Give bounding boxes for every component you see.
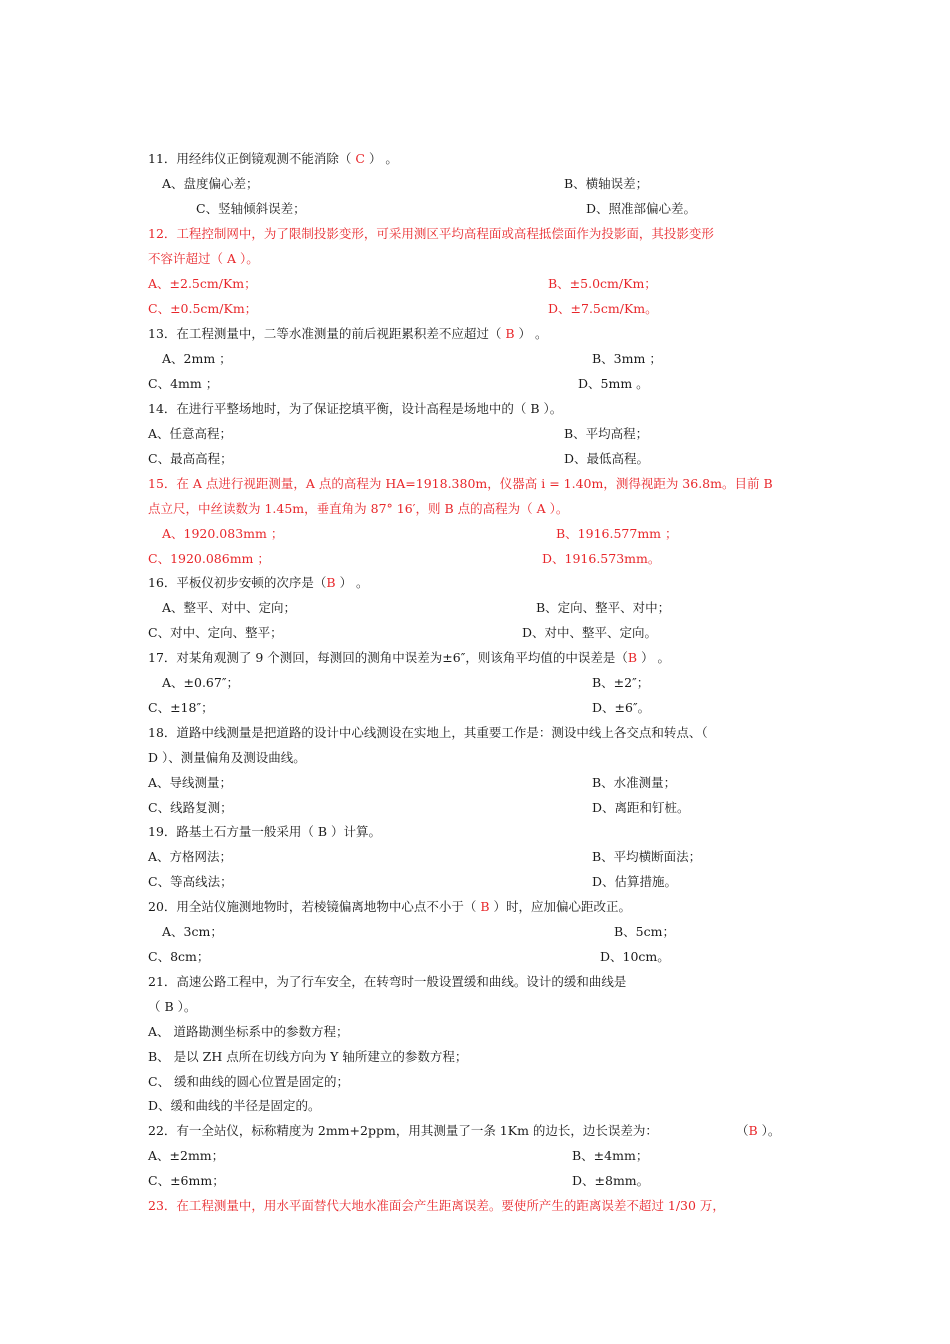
question-16-text-end: ） 。 (335, 575, 369, 590)
question-22-option-c: C、±6mm； (148, 1173, 225, 1188)
question-11-text: 11．用经纬仪正倒镜观测不能消除（ (148, 151, 356, 166)
question-21-option-d: D、缓和曲线的半径是固定的。 (148, 1098, 321, 1113)
question-15-option-a: A、1920.083mm ； (162, 526, 284, 541)
question-18-stem-line-1: 18．道路中线测量是把道路的设计中心线测设在实地上，其重要工作是：测设中线上各交点和转点、（ (148, 725, 708, 740)
question-15-option-c: C、1920.086mm ； (148, 551, 270, 566)
question-19-option-a: A、方格网法； (148, 849, 233, 864)
question-20-text-end: ）时，应加偏心距改正。 (489, 899, 632, 914)
question-17-option-b: B、±2″； (592, 675, 650, 690)
question-16-option-a: A、整平、对中、定向； (162, 600, 297, 615)
question-12-stem-line-1: 12．工程控制网中，为了限制投影变形，可采用测区平均高程面或高程抵偿面作为投影面，其投影变形 (148, 226, 714, 241)
question-22-bracket-close: ）。 (757, 1123, 781, 1138)
question-21-option-c: C、 缓和曲线的圆心位置是固定的； (148, 1074, 350, 1089)
question-14-option-b: B、平均高程； (564, 426, 649, 441)
question-13-option-d: D、5mm 。 (578, 376, 649, 391)
question-21-option-b: B、 是以 ZH 点所在切线方向为 Y 轴所建立的参数方程； (148, 1049, 468, 1064)
question-19-option-b: B、平均横断面法； (592, 849, 702, 864)
question-17-option-c: C、±18″； (148, 700, 214, 715)
question-21-stem-line-1: 21．高速公路工程中，为了行车安全，在转弯时一般设置缓和曲线。设计的缓和曲线是 (148, 974, 627, 989)
question-17-text: 17．对某角观测了 9 个测回，每测回的测角中误差为±6″，则该角平均值的中误差是（ (148, 650, 628, 665)
question-20-option-d: D、10cm。 (600, 949, 670, 964)
question-14-stem: 14．在进行平整场地时，为了保证挖填平衡，设计高程是场地中的（ B ）。 (148, 401, 563, 416)
question-16-text: 16．平板仪初步安顿的次序是（ (148, 575, 327, 590)
question-22-answer: B (748, 1123, 758, 1138)
question-14-option-d: D、最低高程。 (564, 451, 650, 466)
question-16-stem (148, 575, 369, 591)
question-12-option-a: A、±2.5cm/Km； (148, 276, 257, 291)
question-13-option-c: C、4mm ； (148, 376, 219, 391)
question-11-text-end: ） 。 (364, 151, 398, 166)
question-22-bracket-open: （ (736, 1123, 749, 1138)
question-20-option-c: C、8cm； (148, 949, 210, 964)
question-20-stem (148, 899, 631, 915)
question-11-option-c: C、竖轴倾斜误差； (196, 201, 306, 216)
question-18-option-a: A、导线测量； (148, 775, 233, 790)
question-20-answer: B (480, 899, 490, 914)
question-12-stem-line-2: 不容许超过（ A ）。 (148, 251, 259, 266)
question-19-option-d: D、估算措施。 (592, 874, 678, 889)
question-13-answer: B (505, 326, 515, 341)
question-22-option-b: B、±4mm； (572, 1148, 649, 1163)
question-13-option-a: A、2mm ； (162, 351, 232, 366)
question-18-option-b: B、水准测量； (592, 775, 677, 790)
question-23-stem-line-1: 23．在工程测量中，用水平面替代大地水准面会产生距离误差。要使所产生的距离误差不超过 1/30 万， (148, 1198, 725, 1213)
question-12-option-b: B、±5.0cm/Km； (548, 276, 657, 291)
question-17-answer: B (627, 650, 638, 665)
question-15-stem-line-2: 点立尺，中丝读数为 1.45m，垂直角为 87° 16′，则 B 点的高程为（ A ）。 (148, 501, 569, 516)
question-12-option-d: D、±7.5cm/Km。 (548, 301, 658, 316)
question-16-option-d: D、对中、整平、定向。 (522, 625, 658, 640)
question-13-text-end: ） 。 (514, 326, 548, 341)
question-21-stem-line-2: （ B ）。 (148, 999, 197, 1014)
question-19-option-c: C、等高线法； (148, 874, 233, 889)
question-11-stem (148, 151, 398, 167)
question-15-option-d: D、1916.573mm。 (542, 551, 661, 566)
question-16-option-b: B、定向、整平、对中； (536, 600, 671, 615)
question-16-option-c: C、对中、定向、整平； (148, 625, 283, 640)
question-21-option-a: A、 道路勘测坐标系中的参数方程； (148, 1024, 349, 1039)
question-11-option-a: A、盘度偏心差； (162, 176, 259, 191)
question-12-option-c: C、±0.5cm/Km； (148, 301, 258, 316)
question-20-text: 20．用全站仪施测地物时，若棱镜偏离地物中心点不小于（ (148, 899, 481, 914)
question-11-option-b: B、横轴误差； (564, 176, 649, 191)
question-22-stem: 22．有一全站仪，标称精度为 2mm+2ppm，用其测量了一条 1Km 的边长，边长误差为： (148, 1123, 658, 1138)
question-22-option-d: D、±8mm。 (572, 1173, 650, 1188)
question-14-option-c: C、最高高程； (148, 451, 233, 466)
question-17-text-end: ） 。 (637, 650, 671, 665)
question-13-text: 13．在工程测量中，二等水准测量的前后视距累积差不应超过（ (148, 326, 506, 341)
question-17-stem (148, 650, 670, 666)
question-17-option-a: A、±0.67″； (162, 675, 240, 690)
question-18-option-c: C、线路复测； (148, 800, 233, 815)
question-11-option-d: D、照准部偏心差。 (586, 201, 697, 216)
question-11-answer: C (355, 151, 365, 166)
question-22-answer-group (736, 1123, 780, 1139)
question-16-answer: B (326, 575, 336, 590)
question-22-option-a: A、±2mm； (148, 1148, 225, 1163)
question-18-option-d: D、离距和钉桩。 (592, 800, 690, 815)
question-13-stem (148, 326, 548, 342)
question-20-option-b: B、5cm； (614, 924, 675, 939)
question-20-option-a: A、3cm； (162, 924, 223, 939)
question-15-option-b: B、1916.577mm ； (556, 526, 678, 541)
question-17-option-d: D、±6″。 (592, 700, 651, 715)
question-15-stem-line-1: 15．在 A 点进行视距测量，A 点的高程为 HA=1918.380m，仪器高 i = 1.40m，测得视距为 36.8m。目前 B (148, 476, 773, 491)
question-18-stem-line-2: D ）、测量偏角及测设曲线。 (148, 750, 306, 765)
question-13-option-b: B、3mm ； (592, 351, 662, 366)
question-14-option-a: A、任意高程； (148, 426, 233, 441)
question-19-stem: 19．路基土石方量一般采用（ B ）计算。 (148, 824, 382, 839)
